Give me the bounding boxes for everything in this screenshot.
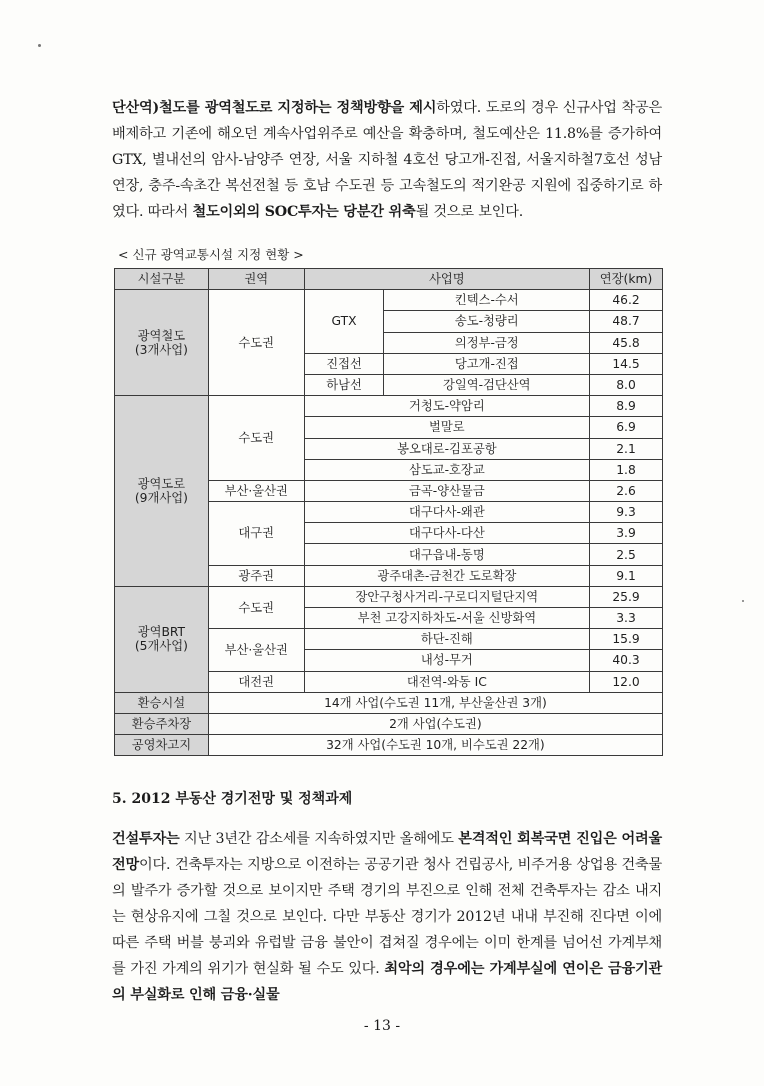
length-cell: 45.8 bbox=[590, 332, 663, 353]
project-cell: 벌말로 bbox=[304, 417, 589, 438]
length-cell: 46.2 bbox=[590, 290, 663, 311]
page-number: - 13 - bbox=[363, 1018, 401, 1034]
category-cell: 환승시설 bbox=[115, 692, 209, 713]
bold-phrase: 건설투자는 bbox=[112, 831, 180, 847]
summary-cell: 14개 사업(수도권 11개, 부산울산권 3개) bbox=[208, 692, 662, 713]
category-label: 광역철도 bbox=[137, 328, 186, 343]
table-row bbox=[115, 713, 663, 734]
category-label: 광역BRT bbox=[137, 625, 186, 640]
table-caption: < 신규 광역교통시설 지정 현황 > bbox=[118, 247, 304, 262]
length-cell: 40.3 bbox=[590, 650, 663, 671]
paragraph-text: 될 것으로 보인다. bbox=[415, 204, 524, 220]
bold-phrase: 최악의 경우에는 가계부실에 연이은 금융기관의 부실화로 인해 금융·실물 bbox=[112, 961, 662, 1003]
project-cell: 대구다사-다산 bbox=[304, 523, 589, 544]
length-cell: 6.9 bbox=[590, 417, 663, 438]
header-category: 시설구분 bbox=[115, 269, 209, 290]
category-cell bbox=[115, 586, 209, 692]
length-cell: 9.1 bbox=[590, 565, 663, 586]
length-cell: 15.9 bbox=[590, 629, 663, 650]
project-cell: 송도-청량리 bbox=[384, 311, 590, 332]
region-cell: 광주권 bbox=[208, 565, 304, 586]
length-cell: 48.7 bbox=[590, 311, 663, 332]
line-cell: GTX bbox=[304, 290, 384, 354]
length-cell: 14.5 bbox=[590, 353, 663, 374]
region-cell: 부산·울산권 bbox=[208, 629, 304, 671]
paragraph-text: 이다. 건축투자는 지방으로 이전하는 공공기관 청사 건립공사, 비주거용 상업용 건축물의 발주가 증가할 것으로 보이지만 주택 경기의 부진으로 인해 전체 건축투자는 감소 내지는 현상유지에 그칠 것으로 보인다. 다만 부동산 경기가 2012년 내내 부진해 진다면 이에 따른 주택 버블 붕괴와 유럽발 금융 불안이 겹쳐질 경우에는 이미 한계를 넘어선 가계부채를 가진 가계의 위기가 현실화 될 수도 있다. bbox=[112, 857, 662, 977]
length-cell: 25.9 bbox=[590, 586, 663, 607]
transport-facility-table bbox=[114, 268, 663, 756]
project-cell: 대구읍내-동명 bbox=[304, 544, 589, 565]
category-count: (9개사업) bbox=[134, 490, 188, 505]
project-cell: 부천 고강지하차도-서울 신방화역 bbox=[304, 608, 589, 629]
project-cell: 봉오대로-김포공항 bbox=[304, 438, 589, 459]
region-cell: 부산·울산권 bbox=[208, 480, 304, 501]
category-cell: 환승주차장 bbox=[115, 713, 209, 734]
length-cell: 9.3 bbox=[590, 502, 663, 523]
project-cell: 장안구청사거리-구로디지털단지역 bbox=[304, 586, 589, 607]
header-length: 연장(km) bbox=[590, 269, 663, 290]
construction-paragraph bbox=[112, 826, 662, 1008]
section-heading: 5. 2012 부동산 경기전망 및 정책과제 bbox=[112, 791, 353, 807]
length-cell: 8.9 bbox=[590, 396, 663, 417]
table-row bbox=[115, 290, 663, 311]
region-cell: 대전권 bbox=[208, 671, 304, 692]
bold-phrase: 철도이외의 SOC투자는 당분간 위축 bbox=[192, 204, 416, 220]
length-cell: 2.5 bbox=[590, 544, 663, 565]
category-cell: 공영차고지 bbox=[115, 735, 209, 756]
region-cell: 수도권 bbox=[208, 396, 304, 481]
paragraph-text: 하였다. 도로의 경우 신규사업 착공은 배제하고 기존에 해오던 계속사업위주로 예산을 확충하며, 철도예산은 11.8%를 증가하여 GTX, 별내선의 암사-남양주 연장, 서울 지하철 4호선 당고개-진접, 서울지하철7호선 성남연장, 충주-속초간 복선전철 등 호남 수도권 등 고속철도의 적기완공 지원에 집중하기로 하였다. 따라서 bbox=[112, 100, 662, 220]
category-cell bbox=[115, 396, 209, 587]
project-cell: 금곡-양산물금 bbox=[304, 480, 589, 501]
length-cell: 1.8 bbox=[590, 459, 663, 480]
project-cell: 내성-무거 bbox=[304, 650, 589, 671]
bold-phrase: 단산역)철도를 광역철도로 지정하는 정책방향을 제시 bbox=[112, 100, 437, 116]
region-cell: 수도권 bbox=[208, 290, 304, 396]
header-project: 사업명 bbox=[304, 269, 589, 290]
project-cell: 대전역-와동 IC bbox=[304, 671, 589, 692]
category-count: (3개사업) bbox=[134, 342, 188, 357]
length-cell: 3.9 bbox=[590, 523, 663, 544]
project-cell: 하단-진해 bbox=[304, 629, 589, 650]
table-row bbox=[115, 586, 663, 607]
project-cell: 거청도-약암리 bbox=[304, 396, 589, 417]
project-cell: 강일역-검단산역 bbox=[384, 374, 590, 395]
length-cell: 8.0 bbox=[590, 374, 663, 395]
table-row bbox=[115, 396, 663, 417]
table-header-row bbox=[115, 269, 663, 290]
project-cell: 대구다사-왜관 bbox=[304, 502, 589, 523]
project-cell: 의정부-금정 bbox=[384, 332, 590, 353]
summary-cell: 32개 사업(수도권 10개, 비수도권 22개) bbox=[208, 735, 662, 756]
project-cell: 삼도교-호장교 bbox=[304, 459, 589, 480]
table-row bbox=[115, 735, 663, 756]
header-region: 권역 bbox=[208, 269, 304, 290]
category-count: (5개사업) bbox=[134, 639, 188, 654]
category-label: 광역도로 bbox=[137, 476, 186, 491]
length-cell: 2.1 bbox=[590, 438, 663, 459]
region-cell: 대구권 bbox=[208, 502, 304, 566]
project-cell: 광주대촌-금천간 도로확장 bbox=[304, 565, 589, 586]
intro-paragraph bbox=[112, 95, 662, 225]
length-cell: 12.0 bbox=[590, 671, 663, 692]
line-cell: 하남선 bbox=[304, 374, 384, 395]
scan-speck bbox=[742, 600, 744, 602]
region-cell: 수도권 bbox=[208, 586, 304, 628]
bold-phrase: 본격적인 회복국면 진입은 어려울 전망 bbox=[112, 831, 663, 873]
project-cell: 당고개-진접 bbox=[384, 353, 590, 374]
summary-cell: 2개 사업(수도권) bbox=[208, 713, 662, 734]
paragraph-text: 지난 3년간 감소세를 지속하였지만 올해에도 bbox=[179, 831, 459, 847]
scan-speck bbox=[38, 44, 41, 47]
length-cell: 2.6 bbox=[590, 480, 663, 501]
project-cell: 킨텍스-수서 bbox=[384, 290, 590, 311]
length-cell: 3.3 bbox=[590, 608, 663, 629]
line-cell: 진접선 bbox=[304, 353, 384, 374]
table-row bbox=[115, 692, 663, 713]
category-cell bbox=[115, 290, 209, 396]
